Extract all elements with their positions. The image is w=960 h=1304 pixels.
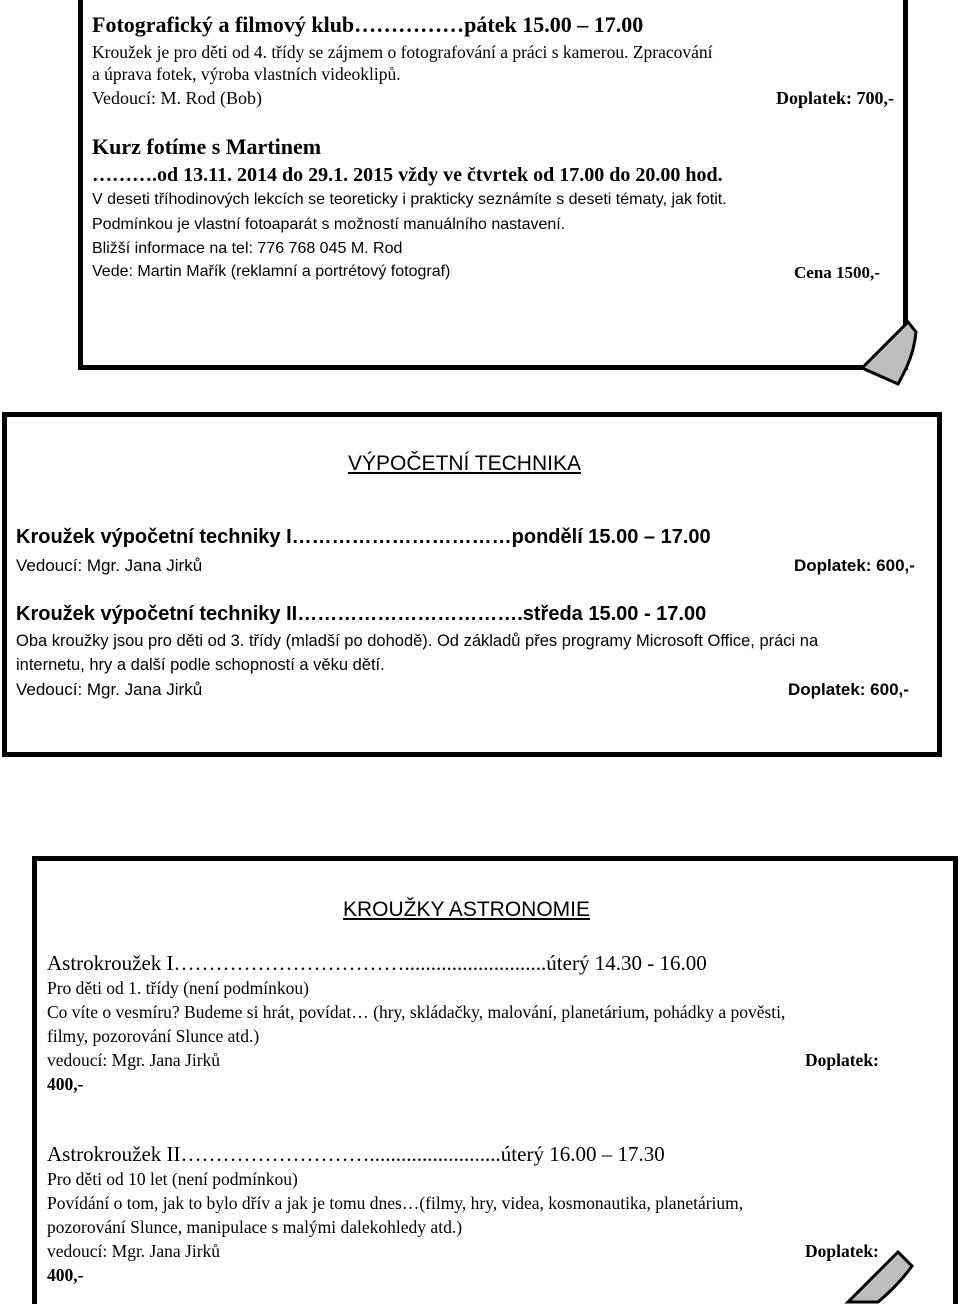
astro-2-title: Astrokroužek II [47, 1142, 181, 1166]
astronomy-heading: KROUŽKY ASTRONOMIE [343, 898, 590, 921]
computing-course-1-line [16, 526, 711, 549]
astro-1-desc-1: Co víte o vesmíru? Budeme si hrát, povídat… (hry, skládačky, malování, planetárium, pohádky a pověsti, [47, 1002, 786, 1022]
course-desc-2: Podmínkou je vlastní fotoaparát s možností manuálního nastavení. [92, 216, 566, 233]
computing-course-2-leader: Vedoucí: Mgr. Jana Jirků [16, 680, 203, 699]
computing-course-1-time: pondělí 15.00 – 17.00 [511, 526, 711, 548]
course-dates: ……….od 13.11. 2014 do 29.1. 2015 vždy ve čtvrtek od 17.00 do 20.00 hod. [92, 164, 723, 186]
computing-course-2-desc-2: internetu, hry a další podle schopností a věku dětí. [16, 656, 385, 674]
astro-1-fee-value: 400,- [47, 1074, 84, 1094]
astro-1-leader: vedoucí: Mgr. Jana Jirků [47, 1050, 221, 1070]
astro-2-time: úterý 16.00 – 17.30 [500, 1142, 665, 1166]
computing-course-2-time: .středa 15.00 - 17.00 [517, 603, 707, 625]
computing-heading: VÝPOČETNÍ TECHNIKA [348, 452, 581, 475]
computing-course-2-title: Kroužek výpočetní techniky II [16, 603, 298, 625]
photo-club-desc-1: Kroužek je pro děti od 4. třídy se zájmem o fotografování a práci s kamerou. Zpracování [92, 42, 713, 62]
computing-course-1-title: Kroužek výpočetní techniky I [16, 526, 292, 548]
astro-1-title: Astrokroužek I [47, 951, 174, 975]
astro-2-fee-label: Doplatek: [805, 1241, 879, 1261]
photo-club-desc-2: a úprava fotek, výroba vlastních videoklipů. [92, 64, 401, 84]
course-desc-1: V deseti tříhodinových lekcích se teoreticky i prakticky seznámíte s deseti tématy, jak fotit. [92, 191, 727, 208]
course-price: Cena 1500,- [794, 263, 880, 282]
astro-2-age: Pro děti od 10 let (není podmínkou) [47, 1169, 298, 1189]
course-title: Kurz fotíme s Martinem [92, 134, 322, 159]
computing-course-1-fee: Doplatek: 600,- [794, 556, 915, 575]
photo-club-title: Fotografický a filmový klub [92, 12, 355, 37]
computing-course-2-fee: Doplatek: 600,- [788, 680, 909, 699]
astro-2-desc-2: pozorování Slunce, manipulace s malými dalekohledy atd.) [47, 1217, 463, 1237]
page-curl-icon [858, 318, 938, 390]
course-desc-3: Bližší informace na tel: 776 768 045 M. Rod [92, 240, 403, 257]
astro-1-age: Pro děti od 1. třídy (není podmínkou) [47, 978, 309, 998]
computing-course-1-dots: …………………………… [291, 526, 512, 548]
photo-club-dots: …………… [354, 12, 465, 37]
astro-1-time: úterý 14.30 - 16.00 [546, 951, 707, 975]
astro-2-fee-value: 400,- [47, 1265, 84, 1285]
photo-club-time: pátek 15.00 – 17.00 [464, 12, 644, 37]
computing-course-2-dots: …………………………… [297, 603, 518, 625]
computing-course-1-leader: Vedoucí: Mgr. Jana Jirků [16, 556, 203, 575]
course-lead: Vede: Martin Mařík (reklamní a portrétový fotograf) [92, 263, 451, 280]
astro-1-desc-2: filmy, pozorování Slunce atd.) [47, 1026, 260, 1046]
photo-club-title-line [92, 12, 643, 38]
photo-club-fee: Doplatek: 700,- [776, 88, 894, 108]
astro-2-dots: ………………………......................... [180, 1142, 501, 1166]
astro-2-line [47, 1142, 665, 1167]
computing-course-2-desc-1: Oba kroužky jsou pro děti od 3. třídy (mladší po dohodě). Od základů přes programy Microsoft Office, práci na [16, 632, 819, 650]
astro-2-leader: vedoucí: Mgr. Jana Jirků [47, 1241, 221, 1261]
astro-1-dots: ……………………………........................... [173, 951, 547, 975]
astro-2-desc-1: Povídání o tom, jak to bylo dřív a jak je tomu dnes…(filmy, hry, videa, kosmonautika, planetárium, [47, 1193, 744, 1213]
page-curl-icon [840, 1222, 920, 1304]
photo-club-leader: Vedoucí: M. Rod (Bob) [92, 88, 262, 108]
astro-1-fee-label: Doplatek: [805, 1050, 879, 1070]
astro-1-line [47, 951, 707, 976]
computing-course-2-line [16, 603, 706, 626]
